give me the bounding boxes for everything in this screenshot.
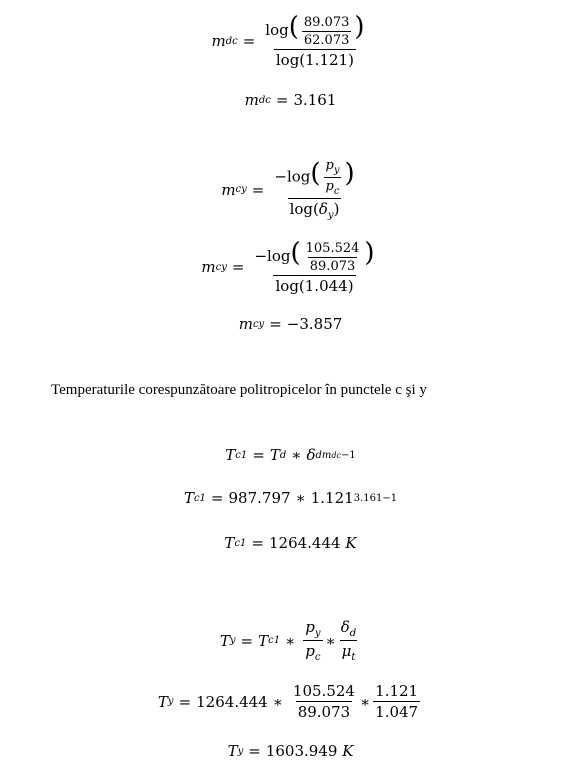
- log-label: −log: [254, 247, 291, 265]
- exponent: mdc−1: [321, 449, 356, 461]
- equals-sign: =: [251, 534, 264, 552]
- multiply-sign: ∗: [295, 489, 306, 507]
- equation-m-dc-result: [0, 91, 581, 109]
- lhs-subscript: dc: [258, 94, 271, 106]
- inner-numerator: 105.524: [305, 240, 360, 256]
- equals-sign: =: [252, 446, 265, 464]
- equation-m-cy-numeric: [0, 240, 581, 295]
- lhs-symbol: m: [221, 180, 236, 199]
- multiply-sign: ∗: [291, 446, 302, 464]
- equals-sign: =: [251, 180, 265, 199]
- multiply-sign: ∗: [359, 692, 371, 711]
- lhs-subscript: dc: [225, 35, 238, 47]
- lhs-subscript: cy: [235, 184, 247, 195]
- lhs-symbol: m: [201, 258, 216, 277]
- lhs-symbol: T: [227, 742, 238, 760]
- inner-denominator: $p_c$: [325, 179, 340, 197]
- inner-denominator: 89.073: [309, 258, 356, 274]
- lhs-symbol: T: [183, 489, 194, 507]
- lhs-subscript: y: [167, 696, 174, 707]
- numerator: −log( $\frac{p_y}{p_c}$ ): [274, 158, 355, 197]
- multiply-sign: ∗: [325, 631, 336, 650]
- lhs-subscript: y: [229, 635, 236, 646]
- equation-m-cy-formula: [0, 158, 581, 221]
- equation-tc1-formula: [0, 446, 581, 464]
- equals-sign: =: [269, 315, 282, 333]
- lhs-symbol: T: [157, 692, 168, 711]
- lhs-symbol: m: [244, 91, 259, 109]
- equals-sign: =: [231, 258, 245, 277]
- equation-m-cy-result: [0, 315, 581, 333]
- fraction-delta-mu: $\frac{1.121}{1.047}$: [375, 682, 419, 721]
- result-value: 1264.444: [268, 534, 341, 552]
- inner-fraction: [304, 241, 362, 274]
- term-delta: δ: [306, 446, 316, 464]
- lhs-subscript: y: [237, 745, 244, 757]
- numerator: −log( $\frac{105.524}{89.073}$ ): [254, 238, 375, 274]
- lhs-subscript: c1: [234, 537, 247, 549]
- denominator: log(1.121): [275, 50, 354, 69]
- lhs-symbol: m: [211, 32, 226, 51]
- lhs-symbol: T: [225, 446, 236, 464]
- inner-denominator: 62.073: [303, 32, 350, 48]
- result-value: 1603.949: [265, 742, 338, 760]
- equals-sign: =: [210, 489, 224, 507]
- equals-sign: =: [275, 91, 289, 109]
- value-b: 1.121: [310, 489, 354, 507]
- equation-ty-result: [0, 742, 581, 760]
- multiply-sign: ∗: [272, 692, 283, 711]
- log-label: −log: [274, 167, 311, 186]
- fraction-pressure: $\frac{p_y}{p_c}$: [305, 618, 321, 663]
- lhs-subscript: cy: [215, 261, 227, 273]
- equation-m-dc-formula: [0, 14, 581, 69]
- denominator: log(1.044): [275, 276, 354, 295]
- equation-tc1-numeric: [0, 489, 581, 507]
- fraction-delta-mu: $\frac{\delta_d}{\mu_t}$: [340, 618, 357, 663]
- term-t: T: [258, 631, 269, 650]
- fraction: [272, 158, 356, 221]
- term-t-subscript: d: [279, 449, 287, 461]
- inner-fraction: [324, 158, 342, 197]
- body-paragraph: Temperaturile corespunzătoare politropicelor în punctele c şi y: [51, 382, 427, 398]
- result-value: −3.857: [286, 315, 343, 333]
- equals-sign: =: [248, 742, 261, 760]
- term-t: T: [269, 446, 280, 464]
- denominator: $\log(\delta_y)$: [289, 200, 340, 221]
- equation-ty-numeric: [0, 682, 581, 721]
- term-delta-subscript: d: [315, 449, 322, 461]
- value-a: 1264.444: [196, 692, 268, 711]
- lhs-subscript: cy: [252, 318, 265, 330]
- equation-ty-formula: [0, 618, 581, 663]
- lhs-symbol: T: [219, 631, 230, 650]
- inner-numerator: $p_y$: [325, 158, 340, 176]
- value-a: 987.797: [228, 489, 291, 507]
- equals-sign: =: [240, 631, 254, 650]
- equals-sign: =: [242, 32, 256, 51]
- fraction-pressure: $\frac{105.524}{89.073}$: [292, 682, 355, 721]
- fraction: [263, 14, 366, 69]
- unit: K: [345, 534, 357, 552]
- lhs-subscript: c1: [193, 492, 206, 504]
- equals-sign: =: [178, 692, 192, 711]
- inner-fraction: [302, 15, 352, 48]
- multiply-sign: ∗: [285, 631, 296, 650]
- term-t-subscript: c1: [268, 635, 281, 646]
- log-label: log: [265, 21, 289, 39]
- result-value: 3.161: [293, 91, 337, 109]
- lhs-symbol: T: [224, 534, 235, 552]
- numerator: log( $\frac{89.073}{62.073}$ ): [265, 12, 365, 48]
- fraction: [252, 240, 376, 295]
- exponent: 3.161−1: [353, 492, 398, 504]
- inner-numerator: 89.073: [303, 14, 350, 30]
- unit: K: [342, 742, 354, 760]
- lhs-symbol: m: [238, 315, 253, 333]
- equation-tc1-result: [0, 534, 581, 552]
- lhs-subscript: c1: [235, 449, 248, 461]
